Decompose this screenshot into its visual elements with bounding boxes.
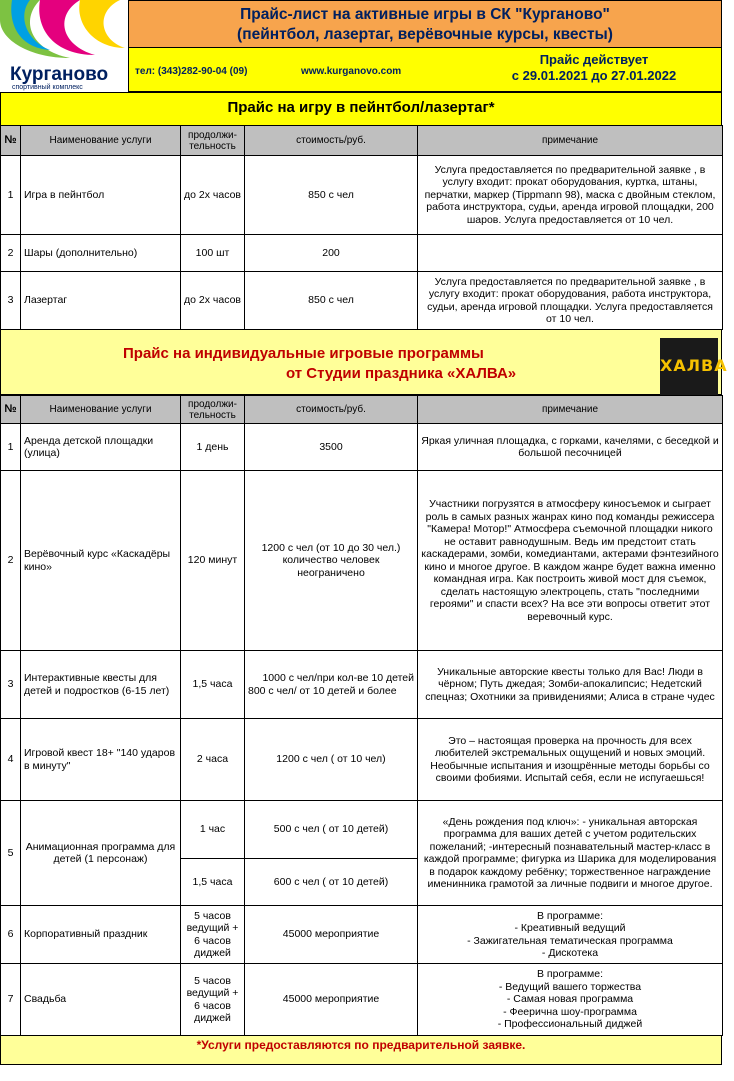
logo-area bbox=[0, 0, 128, 92]
row-duration: 1 день bbox=[181, 424, 245, 471]
logo-name: Курганово bbox=[10, 64, 109, 85]
row-price bbox=[245, 651, 418, 719]
row-note bbox=[418, 906, 723, 964]
note-line: - Профессиональный диджей bbox=[497, 1018, 643, 1031]
validity-period bbox=[469, 52, 719, 84]
note-line: - Феерична шоу-программа bbox=[503, 1005, 637, 1018]
section2-title bbox=[111, 344, 551, 384]
row-duration: 1,5 часа bbox=[181, 651, 245, 719]
col-price: стоимость/руб. bbox=[245, 396, 418, 424]
row-name: Свадьба bbox=[21, 964, 181, 1036]
title-line2: (пейнтбол, лазертаг, верёвочные курсы, квесты) bbox=[237, 26, 613, 43]
halva-logo: ХАЛВА bbox=[660, 338, 718, 396]
col-duration: продолжи-тельность bbox=[181, 126, 245, 156]
row-duration: 1,5 часа bbox=[181, 859, 245, 906]
row-duration: до 2х часов bbox=[181, 156, 245, 235]
row-name: Игровой квест 18+ "140 ударов в минуту" bbox=[21, 719, 181, 801]
row-note: Участники погрузятся в атмосферу киносъемок и сыграет роль в самых разных жанрах кино под команды режиссера "Камера! Мотор!" Атмосфера съемочной площадки никого не оставит равнодушным. Ведь им предстоит стать каскадерами, зомби, комедиантами, актерами фэнтезийного кино и многое другое. В каждом жанре будет важна именно командная игра. Как построить живой мост для съемок, сделать настоящую электроцепь, стать "последними героями" и спасти всех? На все эти вопросы ответит этот веревочный курс. bbox=[418, 471, 723, 651]
row-num: 1 bbox=[1, 156, 21, 235]
row-note: «День рождения под ключ»: - уникальная авторская программа для ваших детей с учетом родительских пожеланий; -интересный познавательный мастер-класс в каждой программе; фигурка из Шарика для моделирования в подарок каждому ребёнку; торжественное награждение именинника грамотой за личные подвиги и многое другое. bbox=[418, 801, 723, 906]
title-band bbox=[128, 0, 722, 48]
row-name: Аренда детской площадки (улица) bbox=[21, 424, 181, 471]
col-note: примечание bbox=[418, 396, 723, 424]
table-row bbox=[1, 471, 723, 651]
row-duration: 5 часов ведущий + 6 часов диджей bbox=[181, 964, 245, 1036]
col-name: Наименование услуги bbox=[21, 396, 181, 424]
row-duration: 2 часа bbox=[181, 719, 245, 801]
col-note: примечание bbox=[418, 126, 723, 156]
section2-title-band bbox=[0, 329, 722, 395]
table-row bbox=[1, 719, 723, 801]
col-num: № bbox=[1, 396, 21, 424]
row-num: 2 bbox=[1, 235, 21, 272]
contact-band bbox=[128, 48, 722, 92]
row-name: Верёвочный курс «Каскадёры кино» bbox=[21, 471, 181, 651]
table-row bbox=[1, 906, 723, 964]
section2-title-line2: от Студии праздника «ХАЛВА» bbox=[286, 365, 517, 382]
logo-swoosh-icon bbox=[0, 0, 128, 62]
row-name: Лазертаг bbox=[21, 272, 181, 330]
col-price: стоимость/руб. bbox=[245, 126, 418, 156]
row-num: 4 bbox=[1, 719, 21, 801]
table-row bbox=[1, 235, 723, 272]
row-price: 200 bbox=[245, 235, 418, 272]
col-duration: продолжи-тельность bbox=[181, 396, 245, 424]
title-line1: Прайс-лист на активные игры в СК "Курганово" bbox=[240, 6, 610, 23]
row-price: 3500 bbox=[245, 424, 418, 471]
programs-table bbox=[0, 395, 723, 1036]
row-duration: до 2х часов bbox=[181, 272, 245, 330]
table-row bbox=[1, 964, 723, 1036]
row-note: Яркая уличная площадка, с горками, качелями, с беседкой и большой песочницей bbox=[418, 424, 723, 471]
row-price: 1200 с чел ( от 10 чел) bbox=[245, 719, 418, 801]
table-row bbox=[1, 801, 723, 859]
row-num: 2 bbox=[1, 471, 21, 651]
valid-line1: Прайс действует bbox=[539, 52, 649, 67]
row-num: 3 bbox=[1, 651, 21, 719]
phone: тел: (343)282-90-04 (09) bbox=[135, 66, 248, 77]
paintball-table bbox=[0, 125, 723, 330]
note-line: - Креативный ведущий bbox=[514, 922, 626, 934]
table-row bbox=[1, 156, 723, 235]
row-price-line1: 1000 с чел/при кол-ве 10 детей bbox=[262, 672, 414, 684]
section2-title-line1: Прайс на индивидуальные игровые программы bbox=[123, 345, 484, 362]
table-row bbox=[1, 651, 723, 719]
row-note bbox=[418, 964, 723, 1036]
row-name: Интерактивные квесты для детей и подростков (6-15 лет) bbox=[21, 651, 181, 719]
website-link[interactable]: www.kurganovo.com bbox=[301, 66, 402, 77]
col-num: № bbox=[1, 126, 21, 156]
row-price-line2: 800 с чел/ от 10 детей и более bbox=[248, 684, 397, 697]
row-duration: 120 минут bbox=[181, 471, 245, 651]
note-line: - Самая новая программа bbox=[506, 993, 634, 1006]
table-row bbox=[1, 272, 723, 330]
row-name: Шары (дополнительно) bbox=[21, 235, 181, 272]
row-note bbox=[418, 235, 723, 272]
table-header bbox=[1, 126, 723, 156]
note-line: - Зажигательная тематическая программа bbox=[467, 934, 673, 947]
col-name: Наименование услуги bbox=[21, 126, 181, 156]
row-price: 45000 мероприятие bbox=[245, 964, 418, 1036]
row-name: Игра в пейнтбол bbox=[21, 156, 181, 235]
row-duration: 1 час bbox=[181, 801, 245, 859]
row-duration: 5 часов ведущий + 6 часов диджей bbox=[181, 906, 245, 964]
table-row bbox=[1, 424, 723, 471]
row-price: 1200 с чел (от 10 до 30 чел.) количество человек неограничено bbox=[245, 471, 418, 651]
row-price: 850 с чел bbox=[245, 272, 418, 330]
table-header bbox=[1, 396, 723, 424]
row-price: 500 с чел ( от 10 детей) bbox=[245, 801, 418, 859]
row-note: Уникальные авторские квесты только для Вас! Люди в чёрном; Путь джедая; Зомби-апокалипсис; Недетский спецназ; Охотники за привидениями; Алиса в стране чудес bbox=[418, 651, 723, 719]
note-line: В программе: bbox=[537, 968, 603, 981]
row-num: 3 bbox=[1, 272, 21, 330]
row-note: Это – настоящая проверка на прочность для всех любителей экстремальных ощущений и новых эмоций. Необычные испытания и изощрённые методы борьбы со своими фобиями. Испытай себя, если не испугаешься! bbox=[418, 719, 723, 801]
section1-title: Прайс на игру в пейнтбол/лазертаг* bbox=[0, 92, 722, 126]
row-num: 7 bbox=[1, 964, 21, 1036]
row-price: 600 с чел ( от 10 детей) bbox=[245, 859, 418, 906]
row-num: 1 bbox=[1, 424, 21, 471]
valid-line2: с 29.01.2021 до 27.01.2022 bbox=[511, 68, 677, 83]
row-name: Анимационная программа для детей (1 персонаж) bbox=[21, 801, 181, 906]
note-line: В программе: bbox=[537, 909, 603, 922]
row-price: 45000 мероприятие bbox=[245, 906, 418, 964]
row-price: 850 с чел bbox=[245, 156, 418, 235]
row-note: Услуга предоставляется по предварительной заявке , в услугу входит: прокат оборудования, куртка, штаны, перчатки, маркер (Tippmann 98), маска с двойным стеклом, работа инструктора, судьи, аренда игровой площадки, 200 шаров. Услуга предоставляется от 10 чел. bbox=[418, 156, 723, 235]
row-num: 5 bbox=[1, 801, 21, 906]
row-name: Корпоративный праздник bbox=[21, 906, 181, 964]
note-line: - Дискотека bbox=[541, 947, 599, 959]
row-note: Услуга предоставляется по предварительной заявке , в услугу входит: прокат оборудования, работа инструктора, судьи, аренда игровой площадки. Услуга предоставляется от 10 чел. bbox=[418, 272, 723, 330]
row-duration: 100 шт bbox=[181, 235, 245, 272]
footer-note: *Услуги предоставляются по предварительной заявке. bbox=[0, 1035, 722, 1065]
logo-sub1: спортивный комплекс bbox=[12, 84, 83, 91]
row-num: 6 bbox=[1, 906, 21, 964]
note-line: - Ведущий вашего торжества bbox=[498, 980, 642, 993]
